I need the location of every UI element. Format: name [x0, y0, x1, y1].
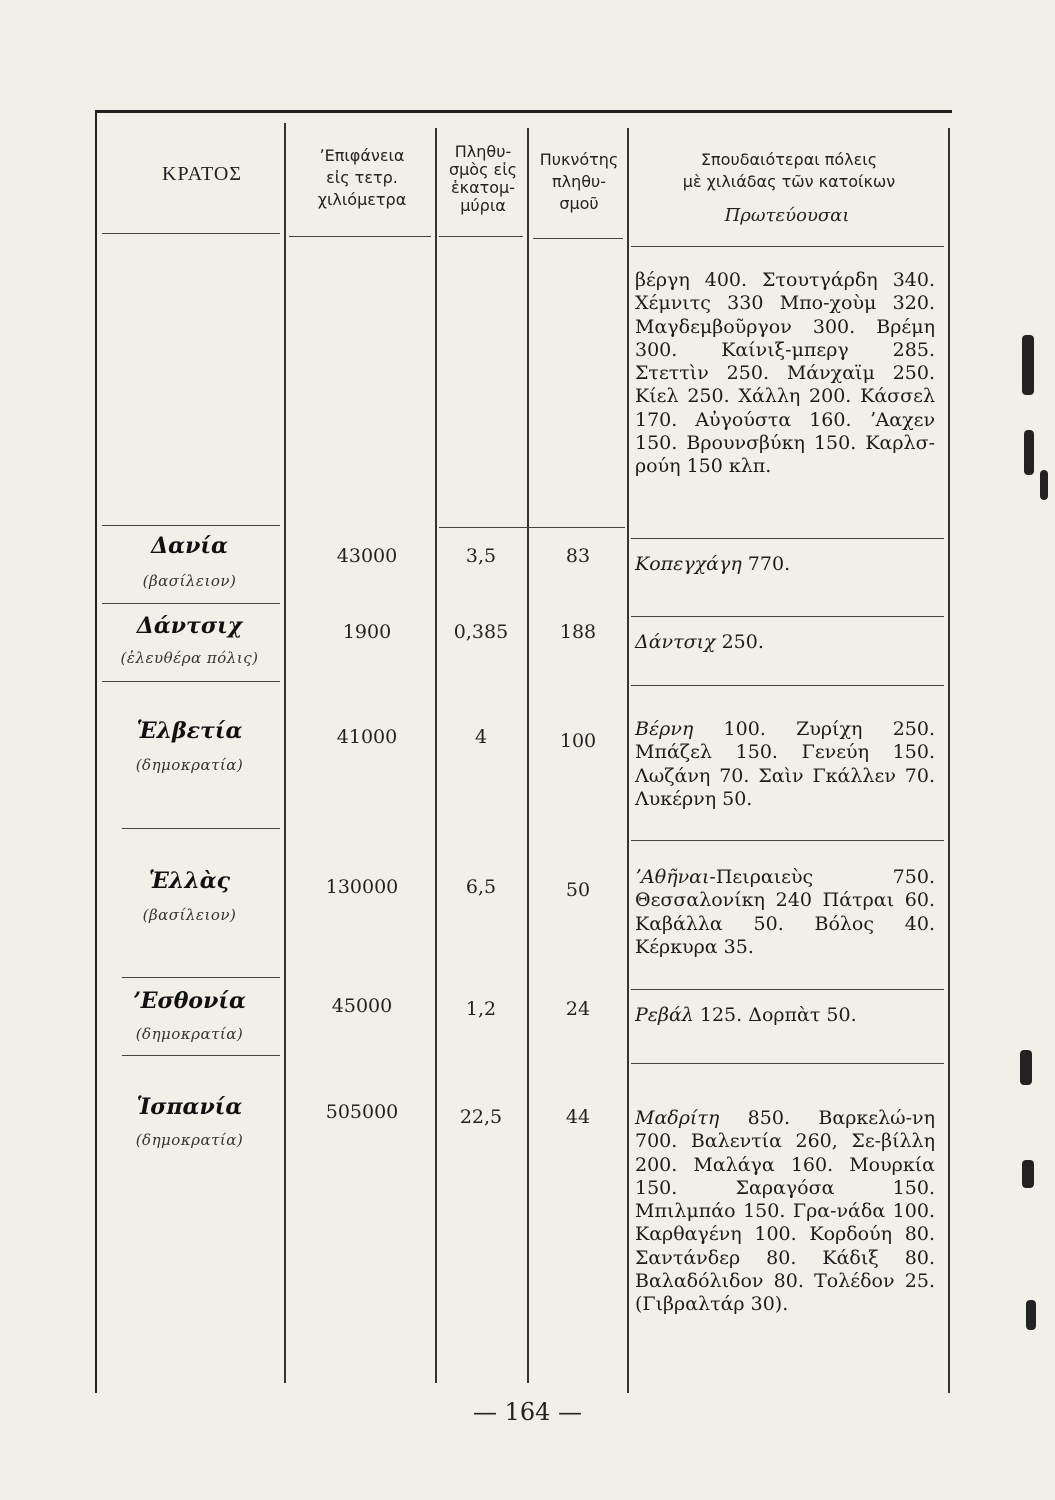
country-name: Ἑλλὰς [148, 868, 231, 894]
cities-text: Κοπεγχάγη 770. [635, 553, 791, 575]
country-name: ʼΕσθονία [133, 988, 246, 1014]
capital-name: Μαδρίτη [635, 1107, 720, 1129]
statistics-table [95, 110, 952, 1393]
area-value: 1900 [342, 621, 392, 643]
density-value: 24 [565, 998, 591, 1020]
area-value: 505000 [325, 1101, 399, 1123]
area-value: 41000 [336, 726, 398, 748]
country-name: Δανία [151, 533, 228, 559]
country-regime: (βασίλειον) [142, 906, 237, 924]
area-value: 45000 [331, 995, 393, 1017]
density-value: 100 [559, 730, 597, 752]
area-value: 130000 [325, 876, 399, 898]
header-rule-2 [289, 236, 431, 237]
country-name: Ἑλβετία [136, 718, 243, 744]
binding-mark [1040, 470, 1048, 500]
row-rule-6 [122, 1055, 280, 1056]
capital-name: ʼΑθῆναι [635, 866, 710, 888]
capital-name: Βέρνη [635, 718, 694, 740]
binding-mark [1024, 430, 1034, 475]
cities-text: Ρεβάλ 125. Δορπὰτ 50. [635, 1004, 857, 1026]
header-rule-1 [102, 233, 280, 234]
header-kratos: ΚΡΑΤΟΣ [162, 163, 242, 185]
cities-text: Μαδρίτη 850. Βαρκελώ-νη 700. Βαλεντία 260, Σε-βίλλη 200. Μαλάγα 160. Μουρκία 150. Σαραγόσα 150. Μπιλμπάο 150. Γρα-νάδα 100. Καρθαγένη 100. Κορδούη 80. Σαντάνδερ 80. Κάδιξ 80. Βαλαδόλιδον 80. Τολέδον 25. (Γιβραλτάρ 30). [635, 1107, 935, 1316]
header-capitals-label: Πρωτεύουσαι [724, 205, 850, 226]
col-rule-5 [948, 128, 950, 1393]
col-rule-4 [627, 128, 629, 1393]
binding-mark [1022, 335, 1034, 395]
binding-mark [1026, 1300, 1036, 1330]
density-value: 44 [565, 1106, 591, 1128]
col-rule-1 [284, 123, 286, 1383]
density-value: 50 [565, 879, 591, 901]
row-rule-3b [631, 685, 944, 686]
col-rule-3 [527, 128, 529, 1383]
header-population: Πληθυ- σμὸς εἰς ἑκατομ- μύρια [448, 142, 518, 215]
cities-text: ʼΑθῆναι-Πειραιεὺς 750. Θεσσαλονίκη 240 Πάτραι 60. Καβάλλα 50. Βόλος 40. Κέρκυρα 35. [635, 866, 935, 958]
density-value: 83 [565, 545, 591, 567]
row-rule-1b [439, 527, 625, 528]
country-regime: (ἐλευθέρα πόλις) [120, 649, 259, 667]
row-rule-4 [122, 828, 280, 829]
row-rule-4b [631, 840, 944, 841]
row-rule-2 [102, 603, 280, 604]
binding-mark [1022, 1160, 1034, 1188]
cities-text: Δάντσιχ 250. [635, 631, 764, 653]
binding-mark [1020, 1050, 1032, 1085]
capital-name: Ρεβάλ [635, 1004, 694, 1026]
row-rule-5 [122, 977, 280, 978]
row-rule-5b [631, 989, 944, 990]
capital-name: Κοπεγχάγη [635, 553, 742, 575]
continuation-cities: βέργη 400. Στουτγάρδη 340. Χέμνιτς 330 Μπο-χοὺμ 320. Μαγδεμβοῦργον 300. Βρέμη 300. Καίνιξ-μπεργ 285. Στεττὶν 250. Μάνχαϊμ 250. Κίελ 250. Χάλλη 200. Κάσσελ 170. Αὐγούστα 160. ʼΑαχεν 150. Βρουνσβύκη 150. Καρλσ-ρούη 150 κλπ. [635, 269, 935, 478]
country-regime: (δημοκρατία) [135, 1025, 244, 1043]
header-rule-5 [631, 246, 944, 247]
bleed-through [300, 0, 950, 100]
row-rule-1c [631, 538, 944, 539]
population-value: 3,5 [465, 545, 497, 567]
row-rule-1 [102, 525, 280, 526]
capital-name: Δάντσιχ [635, 631, 716, 653]
header-density: Πυκνότης πληθυ- σμοῦ [539, 150, 619, 213]
population-value: 1,2 [465, 998, 497, 1020]
population-value: 4 [474, 726, 488, 748]
population-value: 6,5 [465, 876, 497, 898]
population-value: 0,385 [453, 621, 509, 643]
country-regime: (βασίλειον) [142, 572, 237, 590]
header-cities: Σπουδαιότεραι πόλεις μὲ χιλιάδας τῶν κατοίκων [682, 150, 896, 191]
row-rule-2b [631, 616, 944, 617]
page-number: — 164 — [472, 1398, 583, 1426]
density-value: 188 [559, 621, 597, 643]
country-name: Ἱσπανία [136, 1094, 243, 1120]
country-name: Δάντσιχ [136, 613, 243, 639]
header-rule-4 [533, 238, 623, 239]
area-value: 43000 [336, 545, 398, 567]
header-rule-3 [439, 236, 523, 237]
row-rule-3 [102, 681, 280, 682]
header-area: ʼΕπιφάνεια εἰς τετρ. χιλιόμετρα [317, 146, 407, 209]
row-rule-6b [631, 1063, 944, 1064]
col-rule-2 [435, 128, 437, 1383]
country-regime: (δημοκρατία) [135, 756, 244, 774]
cities-text: Βέρνη 100. Ζυρίχη 250. Μπάζελ 150. Γενεύη 150. Λωζάνη 70. Σαὶν Γκάλλεν 70. Λυκέρνη 50. [635, 718, 935, 810]
country-regime: (δημοκρατία) [135, 1131, 244, 1149]
population-value: 22,5 [459, 1106, 503, 1128]
